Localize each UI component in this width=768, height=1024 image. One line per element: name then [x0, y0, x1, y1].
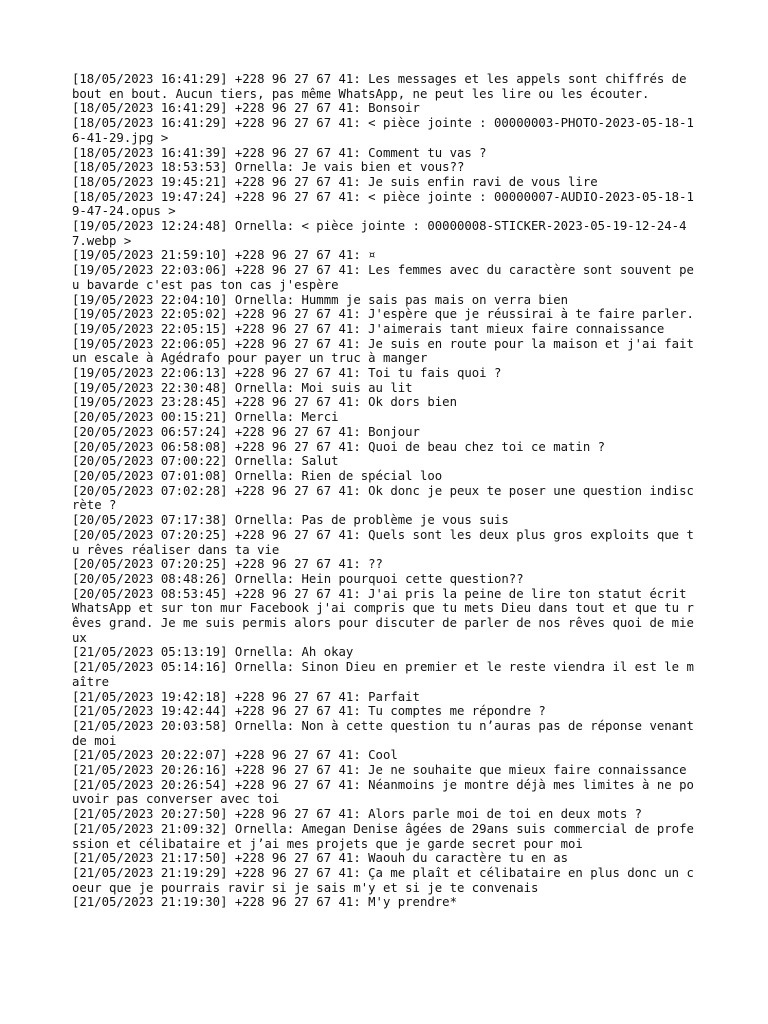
chat-line: [18/05/2023 16:41:29] +228 96 27 67 41: Les messages et les appels sont chiffrés de bout en bout. Aucun tiers, pas même WhatsApp, ne peut les lire ou les écouter.	[72, 72, 694, 101]
chat-line: [18/05/2023 19:45:21] +228 96 27 67 41: Je suis enfin ravi de vous lire	[72, 174, 598, 189]
chat-line: [21/05/2023 20:26:54] +228 96 27 67 41: Néanmoins je montre déjà mes limites à ne pouvoir pas converser avec toi	[72, 777, 694, 807]
chat-line: [21/05/2023 20:27:50] +228 96 27 67 41: Alors parle moi de toi en deux mots ?	[72, 807, 643, 822]
chat-line: [19/05/2023 22:05:15] +228 96 27 67 41: J'aimerais tant mieux faire connaissance	[72, 321, 665, 336]
chat-line: [20/05/2023 07:20:25] +228 96 27 67 41: Quels sont les deux plus gros exploits que tu rêves réaliser dans ta vie	[72, 527, 694, 557]
chat-line: [19/05/2023 22:30:48] Ornella: Moi suis au lit	[72, 380, 413, 395]
chat-line: [19/05/2023 23:28:45] +228 96 27 67 41: Ok dors bien	[72, 395, 457, 410]
chat-line: [18/05/2023 16:41:29] +228 96 27 67 41: < pièce jointe : 00000003-PHOTO-2023-05-18-16-41-29.jpg >	[72, 116, 694, 145]
chat-line: [19/05/2023 22:03:06] +228 96 27 67 41: Les femmes avec du caractère sont souvent peu bavarde c'est pas ton cas j'espère	[72, 263, 694, 292]
chat-line: [21/05/2023 20:03:58] Ornella: Non à cette question tu n’auras pas de réponse venant de moi	[72, 718, 702, 748]
chat-line: [21/05/2023 21:17:50] +228 96 27 67 41: Waouh du caractère tu en as	[72, 851, 569, 866]
chat-line: [20/05/2023 07:01:08] Ornella: Rien de spécial loo	[72, 468, 443, 483]
chat-line: [20/05/2023 08:53:45] +228 96 27 67 41: J'ai pris la peine de lire ton statut écrit WhatsApp et sur ton mur Facebook j'ai compris que tu mets Dieu dans tout et que tu rêves grand. Je me suis permis alors pour discuter de parler de nos rêves quoi de mieux	[72, 586, 694, 645]
chat-line: [20/05/2023 07:00:22] Ornella: Salut	[72, 454, 339, 469]
chat-line: [19/05/2023 22:05:02] +228 96 27 67 41: J'espère que je réussirai à te faire parler.	[72, 307, 694, 322]
chat-line: [21/05/2023 05:14:16] Ornella: Sinon Dieu en premier et le reste viendra il est le maître	[72, 660, 694, 689]
chat-line: [20/05/2023 07:17:38] Ornella: Pas de problème je vous suis	[72, 513, 509, 528]
chat-line: [19/05/2023 22:04:10] Ornella: Hummm je sais pas mais on verra bien	[72, 292, 569, 307]
chat-line: [19/05/2023 21:59:10] +228 96 27 67 41: ¤	[72, 248, 376, 263]
chat-line: [18/05/2023 18:53:53] Ornella: Je vais bien et vous??	[72, 160, 465, 175]
chat-line: [20/05/2023 06:58:08] +228 96 27 67 41: Quoi de beau chez toi ce matin ?	[72, 439, 606, 454]
chat-line: [20/05/2023 06:57:24] +228 96 27 67 41: Bonjour	[72, 424, 420, 439]
chat-line: [21/05/2023 21:19:30] +228 96 27 67 41: M'y prendre*	[72, 895, 457, 910]
chat-line: [18/05/2023 19:47:24] +228 96 27 67 41: < pièce jointe : 00000007-AUDIO-2023-05-18-19-47-24.opus >	[72, 189, 694, 219]
chat-line: [20/05/2023 07:20:25] +228 96 27 67 41: ??	[72, 557, 383, 572]
chat-line: [19/05/2023 22:06:13] +228 96 27 67 41: Toi tu fais quoi ?	[72, 366, 502, 381]
chat-export-page	[72, 72, 700, 910]
chat-line: [20/05/2023 08:48:26] Ornella: Hein pourquoi cette question??	[72, 571, 524, 586]
chat-line: [21/05/2023 20:22:07] +228 96 27 67 41: Cool	[72, 748, 398, 763]
chat-line: [21/05/2023 19:42:44] +228 96 27 67 41: Tu comptes me répondre ?	[72, 704, 546, 719]
chat-line: [21/05/2023 20:26:16] +228 96 27 67 41: Je ne souhaite que mieux faire connaissance	[72, 763, 687, 778]
chat-line: [20/05/2023 00:15:21] Ornella: Merci	[72, 410, 339, 425]
chat-line: [21/05/2023 21:19:29] +228 96 27 67 41: Ça me plaît et célibataire en plus donc un coeur que je pourrais ravir si je sais m'y et si je te convenais	[72, 865, 694, 895]
chat-line: [18/05/2023 16:41:39] +228 96 27 67 41: Comment tu vas ?	[72, 145, 487, 160]
chat-line: [20/05/2023 07:02:28] +228 96 27 67 41: Ok donc je peux te poser une question indiscrète ?	[72, 483, 694, 513]
chat-line: [19/05/2023 12:24:48] Ornella: < pièce jointe : 00000008-STICKER-2023-05-19-12-24-47.webp >	[72, 219, 687, 248]
chat-line: [18/05/2023 16:41:29] +228 96 27 67 41: Bonsoir	[72, 101, 420, 116]
chat-line: [19/05/2023 22:06:05] +228 96 27 67 41: Je suis en route pour la maison et j'ai fait un escale à Agédrafo pour payer un truc à manger	[72, 336, 702, 366]
chat-line: [21/05/2023 21:09:32] Ornella: Amegan Denise âgées de 29ans suis commercial de profession et célibataire et j’ai mes projets que je garde secret pour moi	[72, 821, 694, 851]
chat-line: [21/05/2023 05:13:19] Ornella: Ah okay	[72, 645, 354, 660]
chat-line: [21/05/2023 19:42:18] +228 96 27 67 41: Parfait	[72, 689, 420, 704]
